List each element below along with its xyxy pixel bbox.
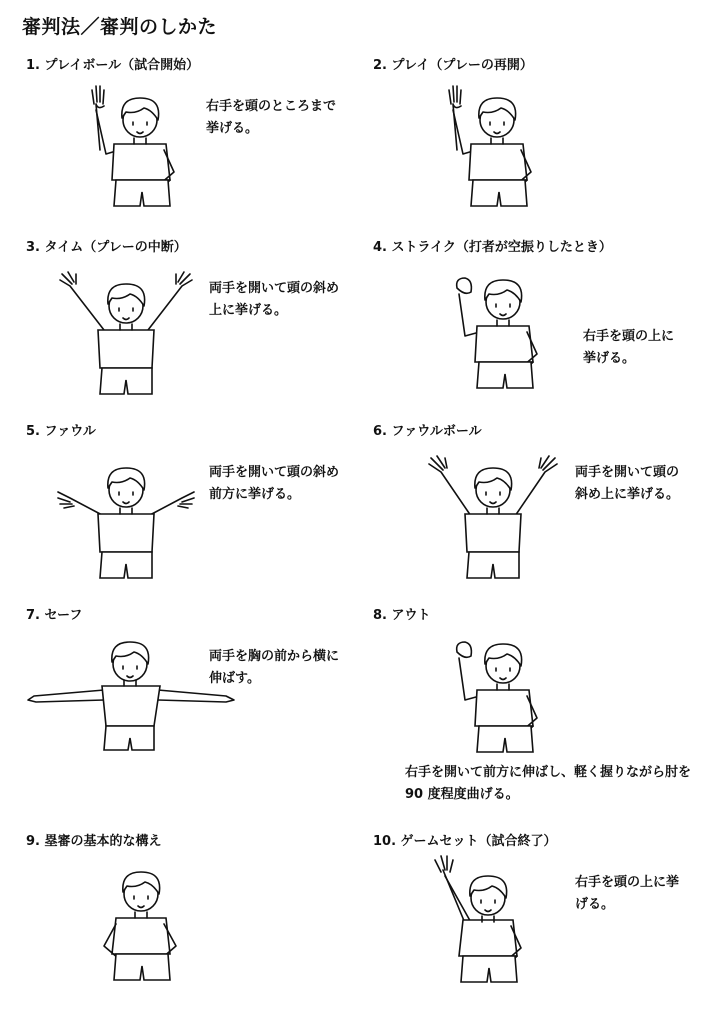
- umpire-fist-up-figure: [449, 626, 559, 766]
- signal-description: 両手を開いて頭の 斜め上に挙げる。: [575, 465, 680, 502]
- signal-caption: 8. アウト: [373, 608, 431, 623]
- signal-6-foul-ball: [373, 420, 711, 620]
- umpire-hands-on-hips-figure: [86, 854, 196, 994]
- umpire-right-hand-up-figure: [433, 856, 543, 1016]
- signal-3-time: [26, 236, 366, 436]
- signal-4-strike: [373, 236, 711, 436]
- signal-caption: 5. ファウル: [26, 424, 96, 439]
- umpire-both-hands-up-figure: [423, 452, 563, 592]
- signal-description: 右手を頭のところまで 挙げる。: [206, 99, 337, 136]
- signal-caption: 10. ゲームセット（試合終了）: [373, 834, 557, 849]
- signal-10-game-set: [373, 830, 711, 1030]
- signal-description: 両手を胸の前から横に 伸ばす。: [209, 649, 340, 686]
- umpire-hands-forward-figure: [56, 452, 196, 592]
- umpire-right-hand-up-figure: [443, 80, 553, 220]
- signal-9-base-umpire-stance: [26, 830, 366, 1030]
- signal-caption: 1. プレイボール（試合開始）: [26, 58, 200, 73]
- signal-caption: 9. 塁審の基本的な構え: [26, 834, 162, 849]
- umpire-both-hands-up-figure: [56, 268, 196, 408]
- signal-caption: 2. プレイ（プレーの再開）: [373, 58, 533, 73]
- signal-caption: 7. セーフ: [26, 608, 83, 623]
- signal-description: 両手を開いて頭の斜め 上に挙げる。: [209, 281, 340, 318]
- signal-1-play-ball: [26, 54, 366, 254]
- signal-description: 両手を開いて頭の斜め 前方に挙げる。: [209, 465, 340, 502]
- signal-caption: 6. ファウルボール: [373, 424, 482, 439]
- signal-description: 右手を頭の上に 挙げる。: [583, 329, 675, 366]
- signal-description: 右手を開いて前方に伸ばし、軽く握りながら肘を 90 度程度曲げる。: [405, 765, 692, 802]
- umpire-right-hand-up-figure: [86, 80, 196, 220]
- page-title: 審判法／審判のしかた: [22, 16, 218, 38]
- signal-8-out: [373, 604, 711, 804]
- signal-7-safe: [26, 604, 366, 804]
- signal-5-foul: [26, 420, 366, 620]
- signal-2-play: [373, 54, 711, 254]
- signal-description: 右手を頭の上に挙 げる。: [575, 875, 680, 912]
- signal-caption: 4. ストライク（打者が空振りしたとき）: [373, 240, 612, 255]
- signal-caption: 3. タイム（プレーの中断）: [26, 240, 187, 255]
- umpire-fist-up-figure: [449, 262, 559, 402]
- umpire-arms-sideways-figure: [26, 630, 236, 760]
